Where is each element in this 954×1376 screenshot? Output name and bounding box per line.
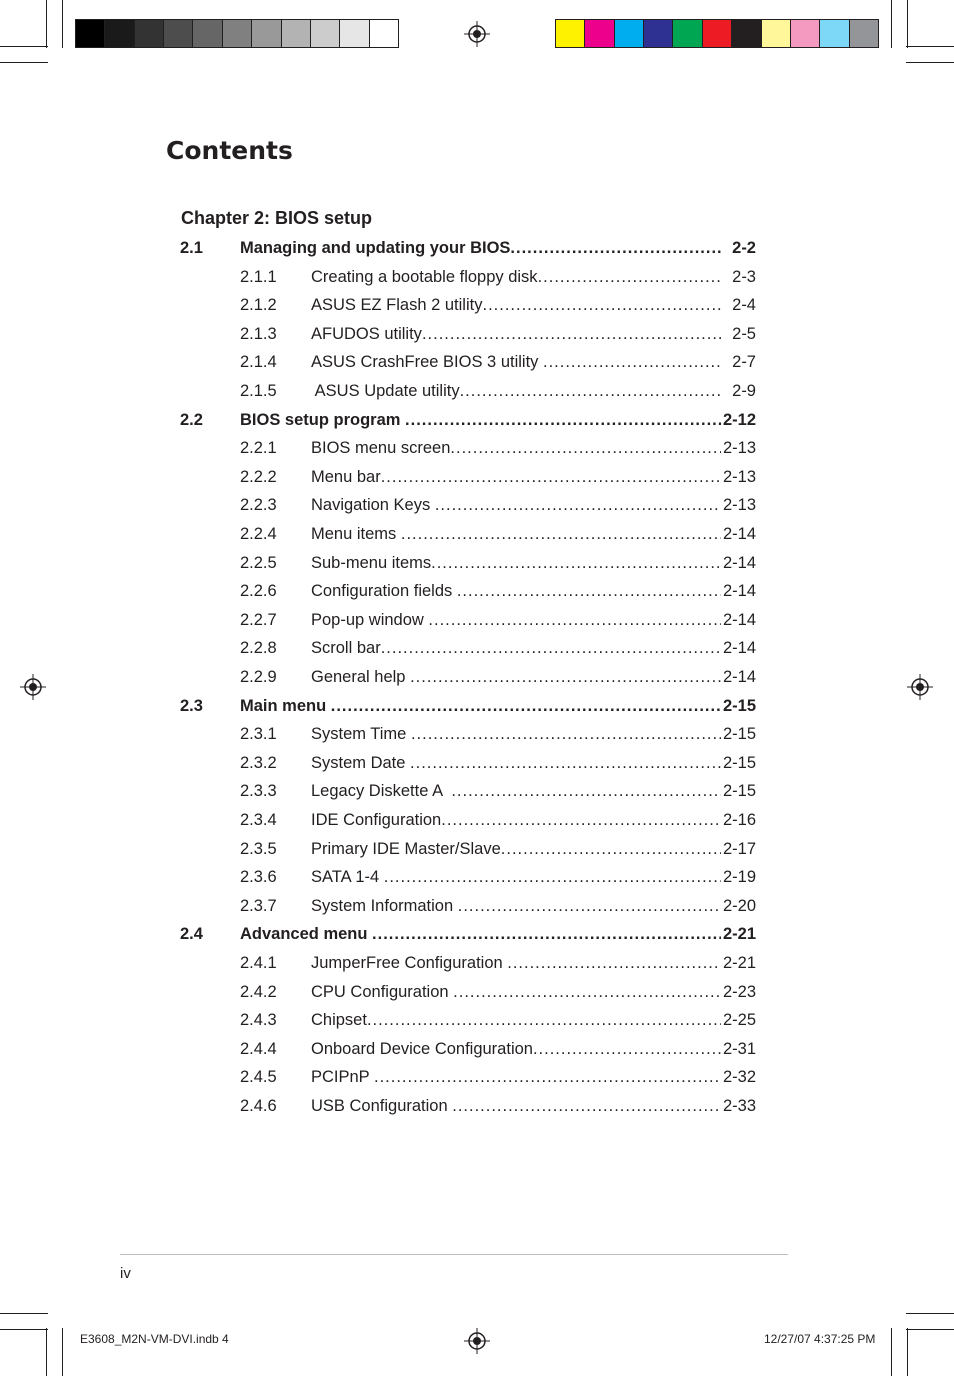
color-swatch: [340, 20, 369, 47]
toc-entry-leader: [311, 607, 722, 633]
toc-entry-number: 2.2: [180, 410, 203, 429]
toc-entry[interactable]: [180, 693, 756, 719]
toc-entry[interactable]: [180, 921, 756, 947]
crop-mark: [907, 1328, 908, 1376]
toc-entry[interactable]: [180, 778, 756, 804]
toc-entry[interactable]: [180, 807, 756, 833]
toc-entry-label: Onboard Device Configuration: [311, 1036, 533, 1062]
dot-leader: [428, 607, 722, 633]
toc-entry-leader: [311, 1036, 722, 1062]
color-swatch: [585, 20, 614, 47]
registration-mark-icon: [20, 674, 46, 700]
toc-entry-label: JumperFree Configuration: [311, 950, 507, 976]
toc-entry-page: 2-14: [721, 521, 756, 547]
toc-entry[interactable]: [180, 464, 756, 490]
toc-entry-label: General help: [311, 664, 410, 690]
toc-entry[interactable]: [180, 664, 756, 690]
dot-leader: [384, 864, 722, 890]
toc-entry[interactable]: [180, 864, 756, 890]
toc-entry[interactable]: [180, 321, 756, 347]
toc-entry[interactable]: [180, 750, 756, 776]
color-swatch: [850, 20, 878, 47]
toc-entry[interactable]: [180, 264, 756, 290]
dot-leader: [510, 235, 722, 261]
toc-entry-label: System Date: [311, 750, 410, 776]
crop-mark: [906, 1329, 954, 1330]
toc-entry-label: USB Configuration: [311, 1093, 452, 1119]
toc-entry-page: 2-15: [721, 750, 756, 776]
toc-entry-leader: [311, 492, 722, 518]
toc-entry-label: ASUS Update utility: [311, 378, 460, 404]
toc-entry-number: 2.1: [180, 239, 203, 257]
toc-entry-number: 2.4.5: [240, 1068, 277, 1087]
toc-entry-leader: [311, 1064, 722, 1090]
crop-mark: [0, 46, 48, 47]
color-swatch: [703, 20, 732, 47]
toc-entry[interactable]: [180, 550, 756, 576]
dot-leader: [431, 550, 722, 576]
color-swatch: [76, 20, 105, 47]
dot-leader: [482, 292, 722, 318]
toc-entry-leader: [311, 1093, 722, 1119]
toc-entry-label: Creating a bootable floppy disk: [311, 264, 538, 290]
toc-entry[interactable]: [180, 407, 756, 433]
footer-rule: [120, 1254, 788, 1255]
toc-entry-number: 2.2.6: [240, 582, 277, 601]
toc-entry-label: Configuration fields: [311, 578, 457, 604]
slug-timestamp: 12/27/07 4:37:25 PM: [764, 1332, 876, 1346]
crop-mark: [906, 1313, 954, 1314]
toc-entry-page: 2-15: [721, 693, 756, 719]
toc-entry-page: 2-16: [721, 807, 756, 833]
toc-entry-page: 2-9: [730, 378, 756, 404]
dot-leader: [422, 321, 722, 347]
toc-entry-number: 2.4.2: [240, 982, 277, 1001]
toc-entry-number: 2.2.9: [240, 668, 277, 686]
toc-entry-label: ASUS CrashFree BIOS 3 utility: [311, 349, 543, 375]
toc-entry-number: 2.4.4: [240, 1039, 277, 1058]
color-swatch: [820, 20, 849, 47]
toc-entry-page: 2-23: [721, 979, 756, 1005]
dot-leader: [372, 921, 722, 947]
toc-entry-page: 2-14: [721, 635, 756, 661]
toc-entry-page: 2-7: [730, 349, 756, 375]
toc-entry-label: Sub-menu items: [311, 550, 431, 576]
toc-entry-label: Advanced menu: [240, 921, 372, 947]
color-swatch: [311, 20, 340, 47]
toc-entry-leader: [311, 292, 722, 318]
crop-mark: [46, 1328, 47, 1376]
toc-entry-number: 2.2.5: [240, 553, 277, 572]
toc-entry-number: 2.1.4: [240, 353, 277, 372]
toc-entry-number: 2.3.5: [240, 839, 277, 858]
toc-entry-leader: [240, 407, 722, 433]
toc-entry-leader: [311, 664, 722, 690]
toc-entry[interactable]: [180, 950, 756, 976]
toc-entry-label: Scroll bar: [311, 635, 381, 661]
toc-entry[interactable]: [180, 979, 756, 1005]
color-swatch: [105, 20, 134, 47]
chapter-heading: Chapter 2: BIOS setup: [181, 208, 373, 228]
crop-mark: [62, 1328, 63, 1376]
toc-entry-number: 2.2.2: [240, 467, 277, 486]
color-swatch: [615, 20, 644, 47]
dot-leader: [435, 492, 722, 518]
toc-entry[interactable]: [180, 1007, 756, 1033]
dot-leader: [452, 1093, 722, 1119]
color-swatch: [791, 20, 820, 47]
toc-entry-number: 2.1.1: [240, 267, 277, 286]
page-title: Contents: [166, 136, 293, 165]
color-swatch: [252, 20, 281, 47]
dot-leader: [451, 778, 722, 804]
dot-leader: [453, 979, 722, 1005]
toc-entry-number: 2.3.6: [240, 868, 277, 887]
dot-leader: [441, 807, 722, 833]
toc-entry-leader: [311, 721, 722, 747]
toc-entry[interactable]: [180, 1064, 756, 1090]
toc-entry-leader: [240, 921, 722, 947]
toc-entry-number: 2.4.6: [240, 1097, 277, 1115]
toc-entry-label: Legacy Diskette A: [311, 778, 451, 804]
toc-entry-label: ASUS EZ Flash 2 utility: [311, 292, 482, 318]
toc-entry-label: SATA 1-4: [311, 864, 384, 890]
dot-leader: [405, 407, 722, 433]
toc-entry-leader: [311, 807, 722, 833]
page-number: iv: [120, 1265, 131, 1282]
toc-entry-label: Main menu: [240, 693, 331, 719]
toc-entry[interactable]: [180, 578, 756, 604]
toc-entry-number: 2.2.1: [240, 439, 277, 458]
toc-entry-leader: [311, 321, 722, 347]
toc-entry-page: 2-15: [721, 778, 756, 804]
toc-entry[interactable]: [180, 235, 756, 261]
crop-mark: [906, 46, 954, 47]
color-swatch: [556, 20, 585, 47]
toc-entry-page: 2-4: [730, 292, 756, 318]
dot-leader: [374, 1064, 722, 1090]
color-bar: [555, 19, 879, 48]
toc-entry-label: IDE Configuration: [311, 807, 441, 833]
toc-entry-label: BIOS menu screen: [311, 435, 450, 461]
toc-entry-page: 2-13: [721, 435, 756, 461]
color-swatch: [193, 20, 222, 47]
dot-leader: [538, 264, 722, 290]
toc-entry-page: 2-25: [721, 1007, 756, 1033]
crop-mark: [62, 0, 63, 48]
dot-leader: [331, 693, 722, 719]
toc-entry-leader: [311, 550, 722, 576]
color-swatch: [673, 20, 702, 47]
color-swatch: [282, 20, 311, 47]
color-swatch: [223, 20, 252, 47]
toc-entry-label: CPU Configuration: [311, 979, 453, 1005]
toc-entry-number: 2.3.7: [240, 896, 277, 915]
toc-entry-page: 2-13: [721, 492, 756, 518]
toc-entry[interactable]: [180, 378, 756, 404]
toc-entry-number: 2.2.8: [240, 639, 277, 658]
dot-leader: [401, 521, 722, 547]
dot-leader: [381, 464, 722, 490]
toc-entry-label: Primary IDE Master/Slave: [311, 836, 501, 862]
toc-entry-page: 2-15: [721, 721, 756, 747]
toc-entry-number: 2.4.1: [240, 954, 277, 972]
toc-entry-number: 2.4.3: [240, 1011, 277, 1030]
toc-entry-leader: [311, 435, 722, 461]
slug-filename: E3608_M2N-VM-DVI.indb 4: [80, 1332, 229, 1346]
toc-entry-number: 2.1.2: [240, 296, 277, 315]
toc-entry[interactable]: [180, 492, 756, 518]
registration-mark-icon: [464, 21, 490, 47]
dot-leader: [533, 1036, 722, 1062]
toc-entry-number: 2.3: [180, 696, 203, 715]
toc-entry-label: BIOS setup program: [240, 407, 405, 433]
registration-mark-icon: [907, 674, 933, 700]
toc-entry[interactable]: [180, 1036, 756, 1062]
toc-entry-page: 2-14: [721, 550, 756, 576]
toc-entry-number: 2.1.5: [240, 382, 277, 400]
crop-mark: [891, 1328, 892, 1376]
toc-entry-page: 2-3: [730, 264, 756, 290]
toc-entry-page: 2-2: [730, 235, 756, 261]
toc-entry-leader: [311, 836, 722, 862]
toc-entry-label: AFUDOS utility: [311, 321, 422, 347]
toc-entry[interactable]: [180, 349, 756, 375]
crop-mark: [891, 0, 892, 48]
toc-entry[interactable]: [180, 607, 756, 633]
toc-entry-page: 2-31: [721, 1036, 756, 1062]
dot-leader: [410, 664, 722, 690]
toc-entry-number: 2.2.3: [240, 496, 277, 515]
toc-entry[interactable]: [180, 635, 756, 661]
toc-entry-leader: [240, 693, 722, 719]
toc-entry[interactable]: [180, 721, 756, 747]
color-swatch: [762, 20, 791, 47]
toc-entry-number: 2.2.7: [240, 610, 277, 629]
crop-mark: [0, 62, 48, 63]
toc-entry-leader: [311, 750, 722, 776]
dot-leader: [450, 435, 722, 461]
dot-leader: [457, 578, 722, 604]
grayscale-bar: [75, 19, 399, 48]
dot-leader: [410, 750, 722, 776]
toc-entry-leader: [311, 950, 722, 976]
toc-entry-label: PCIPnP: [311, 1064, 374, 1090]
toc-entry[interactable]: [180, 1093, 756, 1119]
toc-entry-label: Navigation Keys: [311, 492, 435, 518]
toc-entry[interactable]: [180, 292, 756, 318]
toc-entry-page: 2-21: [721, 950, 756, 976]
toc-entry-page: 2-13: [721, 464, 756, 490]
toc-entry-label: System Time: [311, 721, 411, 747]
toc-entry-page: 2-12: [721, 407, 756, 433]
toc-entry-leader: [311, 778, 722, 804]
toc-entry-number: 2.3.1: [240, 725, 277, 744]
toc-entry[interactable]: [180, 435, 756, 461]
toc-entry-leader: [240, 235, 722, 261]
registration-mark-icon: [464, 1328, 490, 1354]
toc-entry-number: 2.3.2: [240, 753, 277, 772]
toc-entry-label: Managing and updating your BIOS: [240, 235, 510, 261]
toc-entry-page: 2-5: [730, 321, 756, 347]
toc-entry-page: 2-14: [721, 607, 756, 633]
toc-entry-leader: [311, 264, 722, 290]
toc-entry-page: 2-14: [721, 664, 756, 690]
toc-entry-label: Menu bar: [311, 464, 381, 490]
toc-entry[interactable]: [180, 893, 756, 919]
toc-entry-leader: [311, 378, 722, 404]
toc-entry-page: 2-21: [721, 921, 756, 947]
color-swatch: [370, 20, 398, 47]
toc-entry-leader: [311, 521, 722, 547]
toc-entry[interactable]: [180, 836, 756, 862]
crop-mark: [0, 1313, 48, 1314]
toc-entry-number: 2.2.4: [240, 525, 277, 543]
toc-entry-number: 2.3.4: [240, 811, 277, 829]
color-swatch: [732, 20, 761, 47]
toc-entry-number: 2.4: [180, 925, 203, 944]
toc-entry-number: 2.3.3: [240, 782, 277, 801]
crop-mark: [46, 0, 47, 48]
crop-mark: [907, 0, 908, 48]
toc-entry-page: 2-19: [721, 864, 756, 890]
toc-entry-page: 2-33: [721, 1093, 756, 1119]
toc-entry-number: 2.1.3: [240, 324, 277, 343]
toc-entry-page: 2-14: [721, 578, 756, 604]
dot-leader: [501, 836, 722, 862]
dot-leader: [458, 893, 722, 919]
color-swatch: [135, 20, 164, 47]
toc-entry-label: Menu items: [311, 521, 401, 547]
crop-mark: [906, 62, 954, 63]
toc-entry[interactable]: [180, 521, 756, 547]
dot-leader: [411, 721, 722, 747]
toc-entry-page: 2-32: [721, 1064, 756, 1090]
toc-entry-leader: [311, 864, 722, 890]
crop-mark: [0, 1329, 48, 1330]
toc-entry-page: 2-17: [721, 836, 756, 862]
dot-leader: [367, 1007, 722, 1033]
toc-entry-leader: [311, 349, 722, 375]
toc-entry-leader: [311, 635, 722, 661]
dot-leader: [460, 378, 722, 404]
dot-leader: [381, 635, 722, 661]
toc-entry-leader: [311, 578, 722, 604]
toc-entry-page: 2-20: [721, 893, 756, 919]
toc-entry-leader: [311, 464, 722, 490]
toc-entry-label: Chipset: [311, 1007, 367, 1033]
color-swatch: [644, 20, 673, 47]
dot-leader: [507, 950, 722, 976]
color-swatch: [164, 20, 193, 47]
toc-entry-label: Pop-up window: [311, 607, 428, 633]
dot-leader: [543, 349, 722, 375]
toc-entry-leader: [311, 893, 722, 919]
toc-entry-label: System Information: [311, 893, 458, 919]
toc-entry-leader: [311, 1007, 722, 1033]
toc-entry-leader: [311, 979, 722, 1005]
